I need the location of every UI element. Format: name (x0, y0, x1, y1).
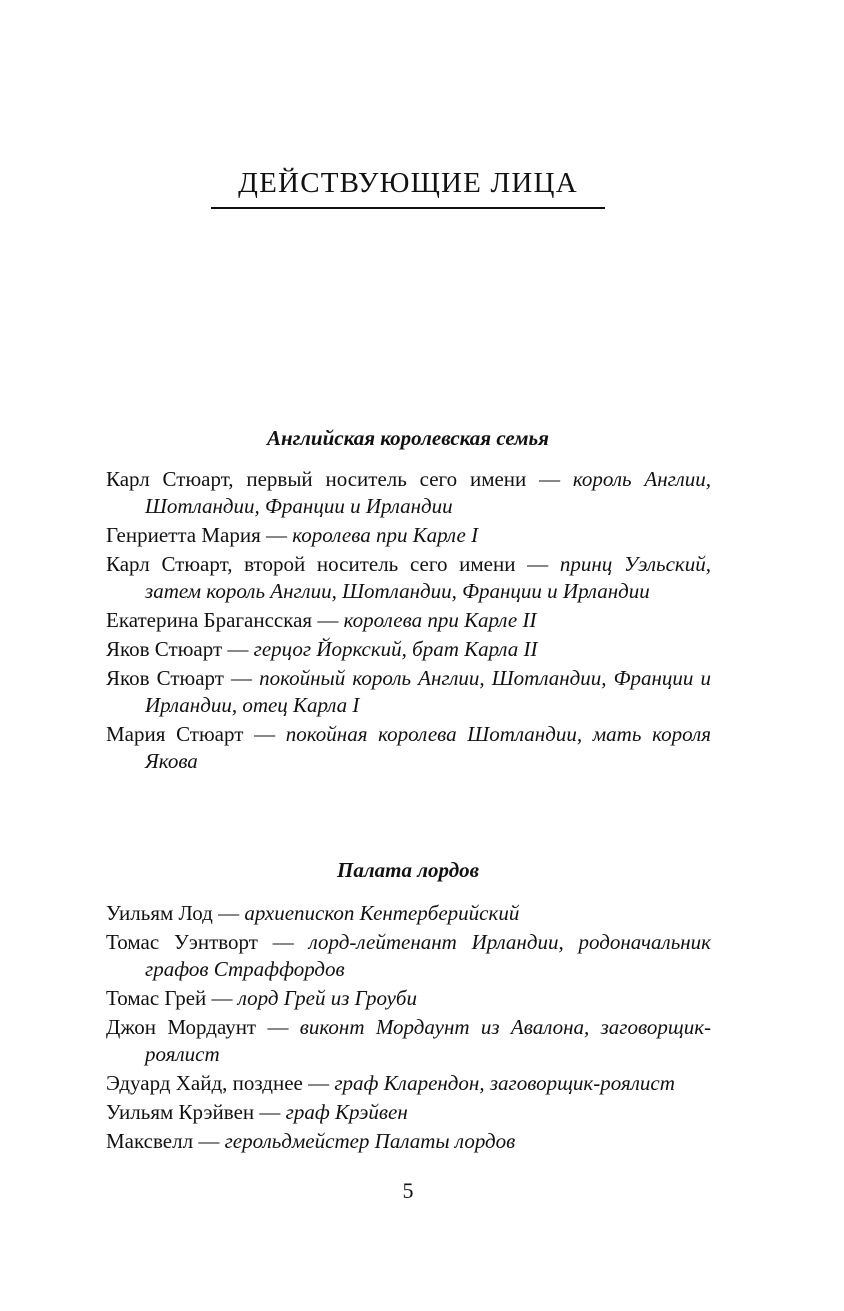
character-role: граф Кларендон, заговорщик-роялист (334, 1071, 675, 1095)
character-name: Яков Стюарт — (106, 637, 254, 661)
character-role: королева при Карле II (343, 608, 537, 632)
list-item (106, 900, 711, 927)
list-item (106, 636, 711, 663)
section-heading-house-of-lords: Палата лордов (337, 858, 479, 882)
character-role: граф Крэйвен (285, 1100, 408, 1124)
title-underline (211, 207, 605, 209)
list-item (106, 522, 711, 549)
character-name: Карл Стюарт, второй носитель сего имени — (106, 552, 560, 576)
character-role: король Англии, Шотландии, Франции и Ирландии (145, 467, 711, 518)
character-role: покойная королева Шотландии, мать короля Якова (145, 722, 711, 773)
character-name: Томас Грей — (106, 986, 238, 1010)
list-item (106, 466, 711, 520)
character-name: Мария Стюарт — (106, 722, 286, 746)
character-name: Екатерина Брагансская — (106, 608, 344, 632)
list-item (106, 607, 711, 634)
list-item (106, 551, 711, 605)
list-item (106, 1070, 711, 1097)
page-title: ДЕЙСТВУЮЩИЕ ЛИЦА (238, 167, 578, 199)
list-item (106, 1128, 711, 1155)
list-item (106, 1014, 711, 1068)
character-role: виконт Мордаунт из Авалона, заговорщик-роялист (145, 1015, 712, 1066)
character-role: лорд Грей из Гроуби (237, 986, 417, 1010)
list-item (106, 665, 711, 719)
character-name: Уильям Крэйвен — (106, 1100, 286, 1124)
royal-family-list (106, 466, 711, 777)
character-role: архиепископ Кентерберийский (244, 901, 520, 925)
character-name: Яков Стюарт — (106, 666, 260, 690)
section-heading-royal-family: Английская королевская семья (267, 426, 549, 450)
character-role: лорд-лейтенант Ирландии, родоначальник графов Страффордов (145, 930, 711, 981)
character-name: Эдуард Хайд, позднее — (106, 1071, 335, 1095)
list-item (106, 929, 711, 983)
list-item (106, 985, 711, 1012)
character-name: Джон Мордаунт — (106, 1015, 300, 1039)
character-role: принц Уэльский, затем король Англии, Шотландии, Франции и Ирландии (145, 552, 711, 603)
character-name: Карл Стюарт, первый носитель сего имени — (106, 467, 573, 491)
character-name: Томас Уэнтворт — (106, 930, 309, 954)
character-name: Генриетта Мария — (106, 523, 293, 547)
character-role: герольдмейстер Палаты лордов (224, 1129, 516, 1153)
character-role: герцог Йоркский, брат Карла II (253, 637, 538, 661)
character-role: покойный король Англии, Шотландии, Франции и Ирландии, отец Карла I (145, 666, 711, 717)
page-number: 5 (402, 1178, 414, 1203)
character-name: Максвелл — (106, 1129, 225, 1153)
character-role: королева при Карле I (292, 523, 479, 547)
list-item (106, 721, 711, 775)
list-item (106, 1099, 711, 1126)
character-name: Уильям Лод — (106, 901, 245, 925)
house-of-lords-list (106, 900, 711, 1157)
